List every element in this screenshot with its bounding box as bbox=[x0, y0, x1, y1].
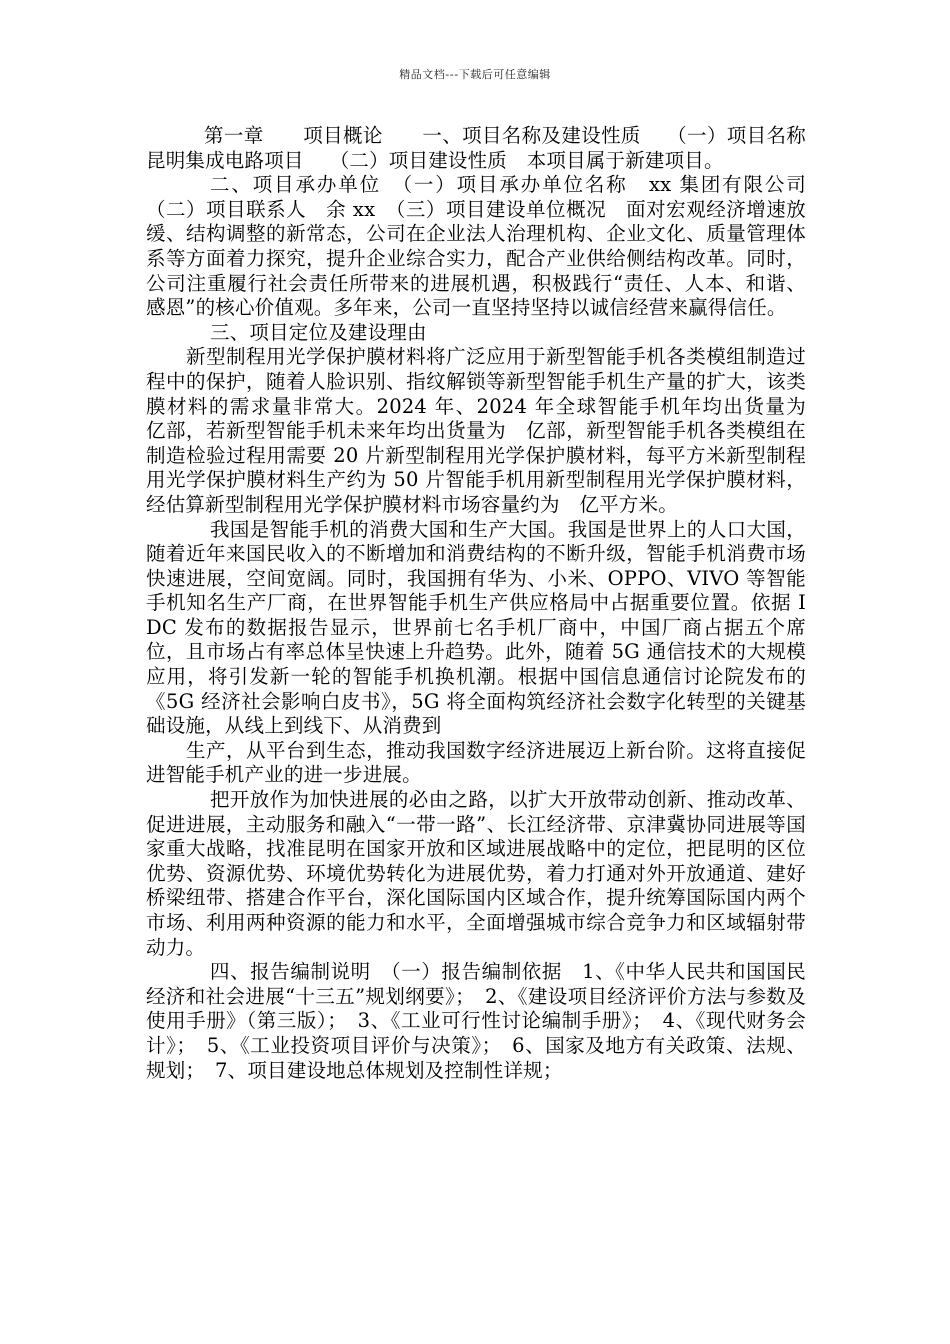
paragraph-project-sponsor: 二、项目承办单位 （一）项目承办单位名称 xx 集团有限公司 （二）项目联系人 余 xx （三）项目建设单位概况 面对宏观经济增速放缓、结构调整的新常态，公司在企业法人治理机构、企业文化、质量管理体系等方面着力探究，提升企业综合实力，配合产业供给侧结构改革。同时，公司注重履行社会责任所带来的进展机遇，积极践行“责任、人本、和谐、感恩”的核心价值观。多年来，公司一直坚持坚持以诚信经营来赢得信任。 bbox=[146, 173, 826, 320]
section-heading-positioning: 三、项目定位及建设理由 bbox=[210, 320, 427, 344]
paragraph-digital-economy: 生产，从平台到生态，推动我国数字经济进展迈上新台阶。这将直接促进智能手机产业的进一步进展。 bbox=[146, 738, 806, 787]
paragraph-report-basis: 四、报告编制说明 （一）报告编制依据 1、《中华人民共和国国民经济和社会进展“十三五”规划纲要》； 2、《建设项目经济评价方法与参数及使用手册》（第三版）； 3、《工业可行性讨论编制手册》； 4、《现代财务会计》； 5、《工业投资项目评价与决策》； 6、国家及地方有关政策、法规、规划； 7、项目建设地总体规划及控制性详规； bbox=[146, 960, 806, 1082]
paragraph-market-demand: 新型制程用光学保护膜材料将广泛应用于新型智能手机各类模组制造过程中的保护，随着人脸识别、指纹解锁等新型智能手机生产量的扩大，该类膜材料的需求量非常大。2024 年、2024 年全球智能手机年均出货量为 亿部，若新型智能手机未来年均出货量为 亿部，新型智能手机各类模组在制造检验过程用需要 20 片新型制程用光学保护膜材料，每平方米新型制程用光学保护膜材料生产约为 50 片智能手机用新型制程用光学保护膜材料，经估算新型制程用光学保护膜材料市场容量约为 亿平方米。 bbox=[146, 345, 826, 516]
paragraph-chapter-overview: 第一章 项目概论 一、项目名称及建设性质 （一）项目名称 昆明集成电路项目 （二）项目建设性质 本项目属于新建项目。 bbox=[146, 124, 826, 172]
paragraph-smartphone-industry: 我国是智能手机的消费大国和生产大国。我国是世界上的人口大国，随着近年来国民收入的不断增加和消费结构的不断升级，智能手机消费市场快速进展，空间宽阔。同时，我国拥有华为、小米、OPPO、VIVO 等智能手机知名生产厂商，在世界智能手机生产供应格局中占据重要位置。依据 IDC 发布的数据报告显示，世界前七名手机厂商中，中国厂商占据五个席位，且市场占有率总体呈快速上升趋势。此外，随着 5G 通信技术的大规模应用，将引发新一轮的智能手机换机潮。根据中国信息通信讨论院发布的《5G 经济社会影响白皮书》，5G 将全面构筑经济社会数字化转型的关键基础设施，从线上到线下、从消费到 bbox=[146, 517, 806, 738]
document-body bbox=[146, 124, 826, 1083]
page-header: 精品文档---下载后可任意编辑 bbox=[399, 68, 551, 81]
paragraph-opening-up: 把开放作为加快进展的必由之路，以扩大开放带动创新、推动改革、促进进展，主动服务和融入“一带一路”、长江经济带、京津冀协同进展等国家重大战略，找准昆明在国家开放和区域进展战略中的定位，把昆明的区位优势、资源优势、环境优势转化为进展优势，着力打通对外开放通道、建好桥梁纽带、搭建合作平台，深化国际国内区域合作，提升统筹国际国内两个市场、利用两种资源的能力和水平，全面增强城市综合竞争力和区域辐射带动力。 bbox=[146, 788, 806, 959]
